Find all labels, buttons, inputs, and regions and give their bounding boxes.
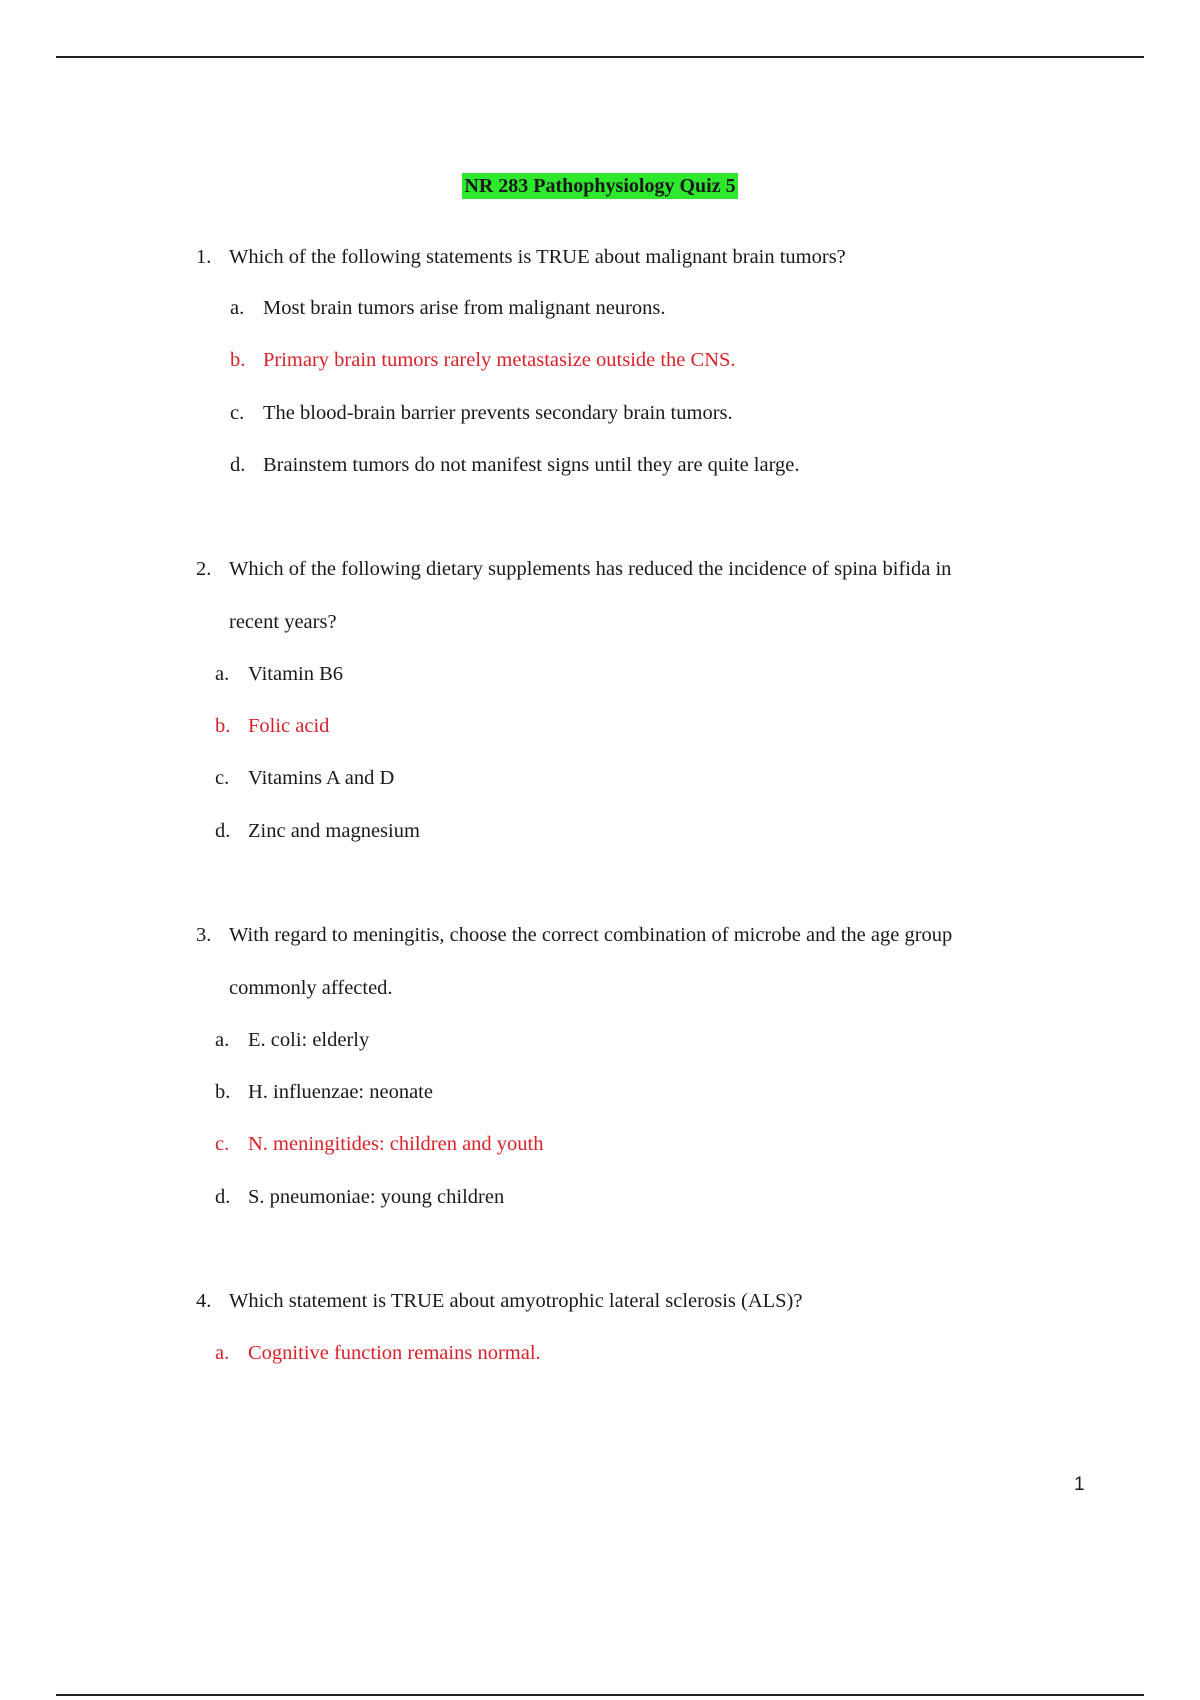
option-letter: d. [215,1186,231,1208]
option-letter: b. [215,715,231,737]
question-text-continued: recent years? [229,611,337,633]
option-letter: a. [215,1342,230,1364]
title-container [0,173,1200,199]
option-letter: d. [215,820,231,842]
option-text: Brainstem tumors do not manifest signs until they are quite large. [263,454,800,476]
option-text: Most brain tumors arise from malignant neurons. [263,297,666,319]
option-letter: a. [230,297,245,319]
option-letter: b. [230,349,246,371]
page-number: 1 [1074,1474,1085,1495]
option-letter: a. [215,663,230,685]
option-text: Cognitive function remains normal. [248,1342,541,1364]
question-text-continued: commonly affected. [229,977,393,999]
question-number: 1. [196,246,212,268]
top-rule [56,56,1144,58]
question-number: 3. [196,924,212,946]
option-letter: c. [215,1133,230,1155]
option-text: The blood-brain barrier prevents secondary brain tumors. [263,402,733,424]
question-text: Which of the following statements is TRUE about malignant brain tumors? [229,246,846,268]
option-letter: b. [215,1081,231,1103]
question-number: 4. [196,1290,212,1312]
option-text: H. influenzae: neonate [248,1081,433,1103]
option-letter: a. [215,1029,230,1051]
option-text: S. pneumoniae: young children [248,1186,505,1208]
option-text: Vitamin B6 [248,663,344,685]
option-letter: c. [215,767,230,789]
question-number: 2. [196,558,212,580]
document-title: NR 283 Pathophysiology Quiz 5 [464,175,736,197]
option-text: N. meningitides: children and youth [248,1133,544,1155]
option-text: E. coli: elderly [248,1029,370,1051]
question-text: Which statement is TRUE about amyotrophic lateral sclerosis (ALS)? [229,1290,803,1312]
option-text: Primary brain tumors rarely metastasize outside the CNS. [263,349,736,371]
question-text: Which of the following dietary supplements has reduced the incidence of spina bifida in [229,558,952,580]
option-text: Vitamins A and D [248,767,395,789]
bottom-rule [56,1694,1144,1696]
option-letter: d. [230,454,246,476]
option-text: Folic acid [248,715,330,737]
option-letter: c. [230,402,245,424]
option-text: Zinc and magnesium [248,820,420,842]
question-text: With regard to meningitis, choose the correct combination of microbe and the age group [229,924,953,946]
